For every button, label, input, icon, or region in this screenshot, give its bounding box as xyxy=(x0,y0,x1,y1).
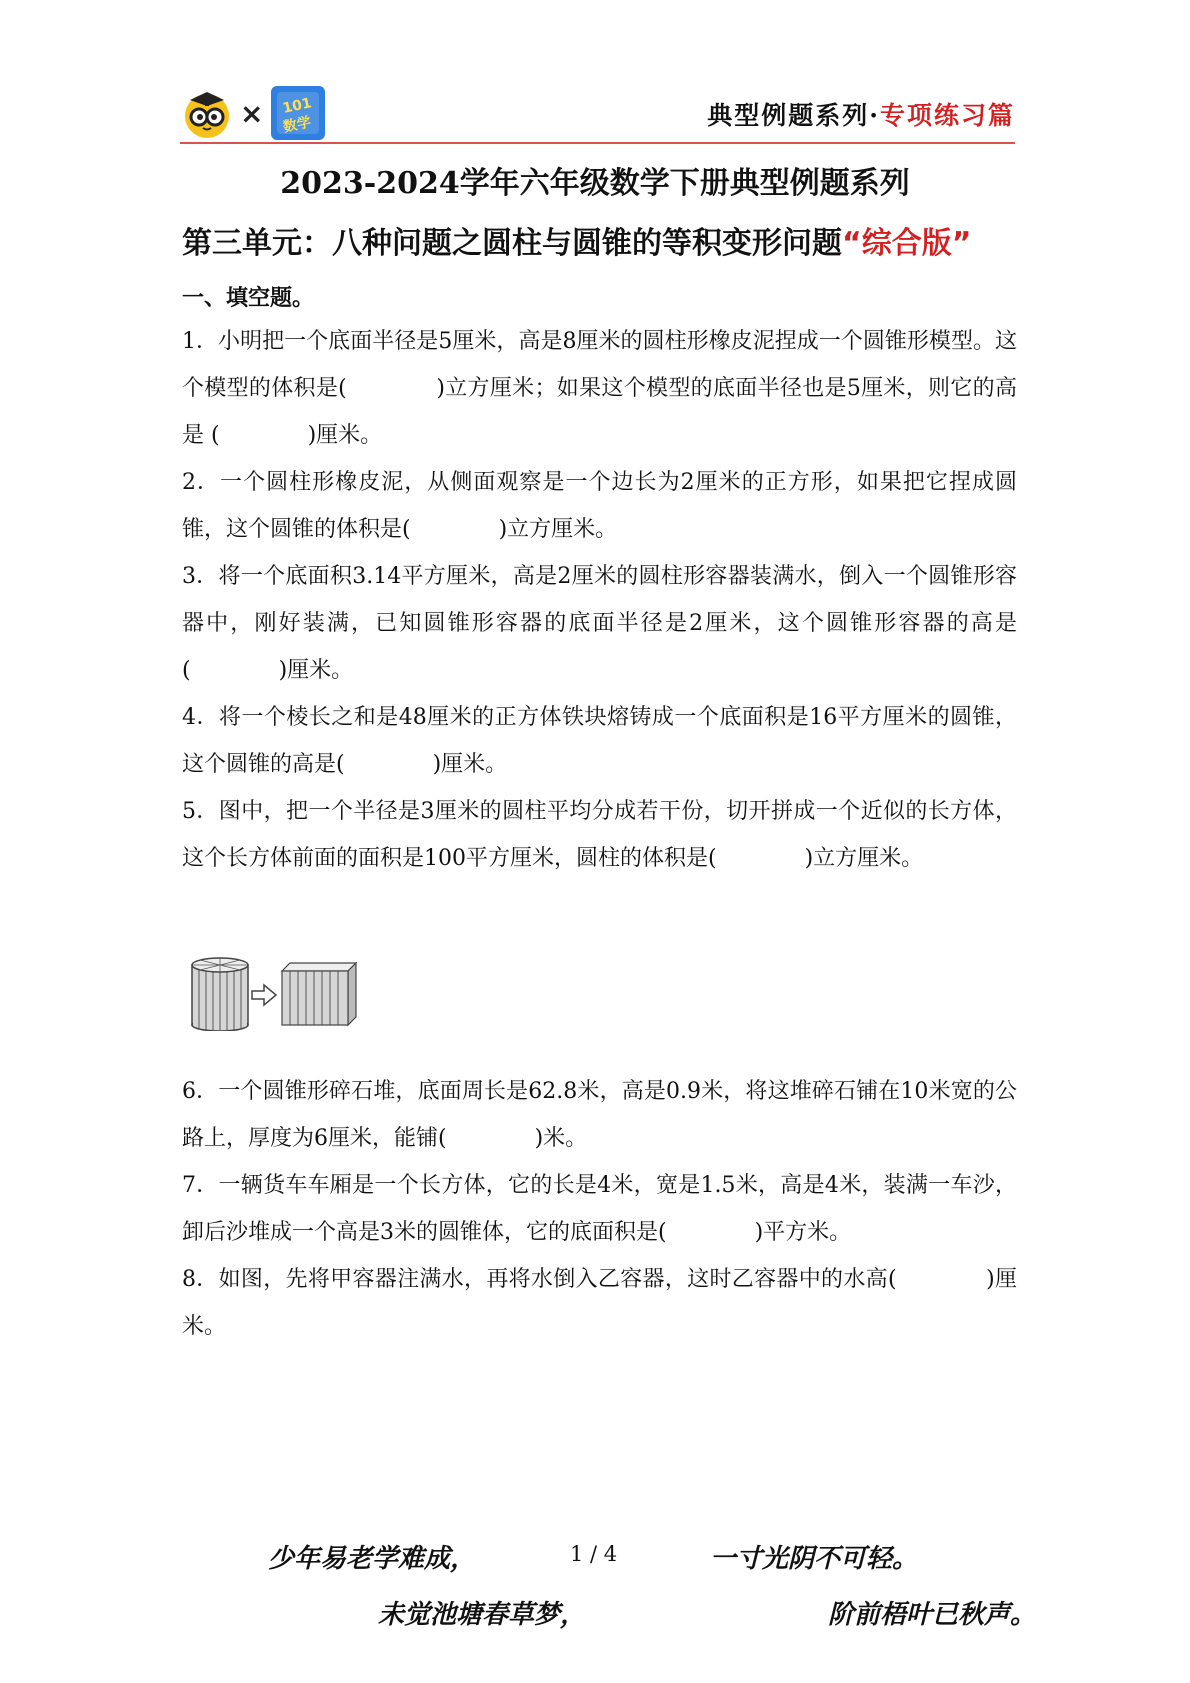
question-text: 1．小明把一个底面半径是5厘米，高是8厘米的圆柱形橡皮泥捏成一个圆锥形模型。这个模型的体积是( )立方厘米；如果这个模型的底面半径也是5厘米，则它的高是 ( )厘米。 xyxy=(182,329,1017,448)
series-label xyxy=(707,96,1015,132)
subtitle-main: 第三单元：八种问题之圆柱与圆锥的等积变形问题 xyxy=(182,226,842,261)
page-number: 1 / 4 xyxy=(570,1542,618,1566)
page-subtitle xyxy=(182,218,971,262)
question-text: 8．如图，先将甲容器注满水，再将水倒入乙容器，这时乙容器中的水高( )厘米。 xyxy=(182,1267,1017,1339)
question-1 xyxy=(182,318,1017,459)
arrow-icon xyxy=(252,985,276,1005)
math101-logo-icon xyxy=(269,84,329,142)
question-text: 6．一个圆锥形碎石堆，底面周长是62.8米，高是0.9米，将这堆碎石铺在10米宽的公路上，厚度为6厘米，能铺( )米。 xyxy=(182,1079,1017,1151)
question-6 xyxy=(182,1068,1017,1162)
cuboid-shape xyxy=(282,963,356,1025)
header-divider xyxy=(180,142,1015,144)
poem-line-2: 一寸光阴不可轻。 xyxy=(710,1544,919,1574)
page-title: 2023-2024学年六年级数学下册典型例题系列 xyxy=(280,166,910,201)
question-3 xyxy=(182,553,1017,694)
question-text: 7．一辆货车车厢是一个长方体，它的长是4米，宽是1.5米，高是4米，装满一车沙，卸后沙堆成一个高是3米的圆锥体，它的底面积是( )平方米。 xyxy=(182,1173,1017,1245)
cross-mark: × xyxy=(240,96,264,130)
subtitle-highlight: “综合版” xyxy=(842,226,972,261)
question-8 xyxy=(182,1256,1017,1350)
page-footer xyxy=(0,1530,1190,1650)
logos xyxy=(180,82,329,144)
question-5 xyxy=(182,788,1017,882)
owl-logo-icon xyxy=(180,86,234,140)
poem-line-1: 少年易老学难成， xyxy=(268,1544,477,1574)
section-heading: 一、填空题。 xyxy=(182,286,315,311)
poem-line-3: 未觉池塘春草梦， xyxy=(378,1600,587,1630)
question-text: 3．将一个底面积3.14平方厘米，高是2厘米的圆柱形容器装满水，倒入一个圆锥形容器中，刚好装满，已知圆锥形容器的底面半径是2厘米，这个圆锥形容器的高是( )厘米。 xyxy=(182,564,1017,683)
series-black: 典型例题系列· xyxy=(707,101,880,130)
question-4 xyxy=(182,694,1017,788)
cylinder-to-cuboid-figure xyxy=(190,955,360,1031)
question-7 xyxy=(182,1162,1017,1256)
question-text: 2．一个圆柱形橡皮泥，从侧面观察是一个边长为2厘米的正方形，如果把它捏成圆锥，这个圆锥的体积是( )立方厘米。 xyxy=(182,470,1017,542)
question-2 xyxy=(182,459,1017,553)
series-red: 专项练习篇 xyxy=(879,101,1015,130)
svg-text:101: 101 xyxy=(281,95,314,117)
page-header xyxy=(180,82,1015,144)
question-text: 5．图中，把一个半径是3厘米的圆柱平均分成若干份，切开拼成一个近似的长方体，这个长方体前面的面积是100平方厘米，圆柱的体积是( )立方厘米。 xyxy=(182,799,1017,871)
svg-text:数学: 数学 xyxy=(282,114,313,136)
question-text: 4．将一个棱长之和是48厘米的正方体铁块熔铸成一个底面积是16平方厘米的圆锥，这个圆锥的高是( )厘米。 xyxy=(182,705,1017,777)
cylinder-shape xyxy=(192,958,248,1031)
poem-line-4: 阶前梧叶已秋声。 xyxy=(828,1600,1037,1630)
